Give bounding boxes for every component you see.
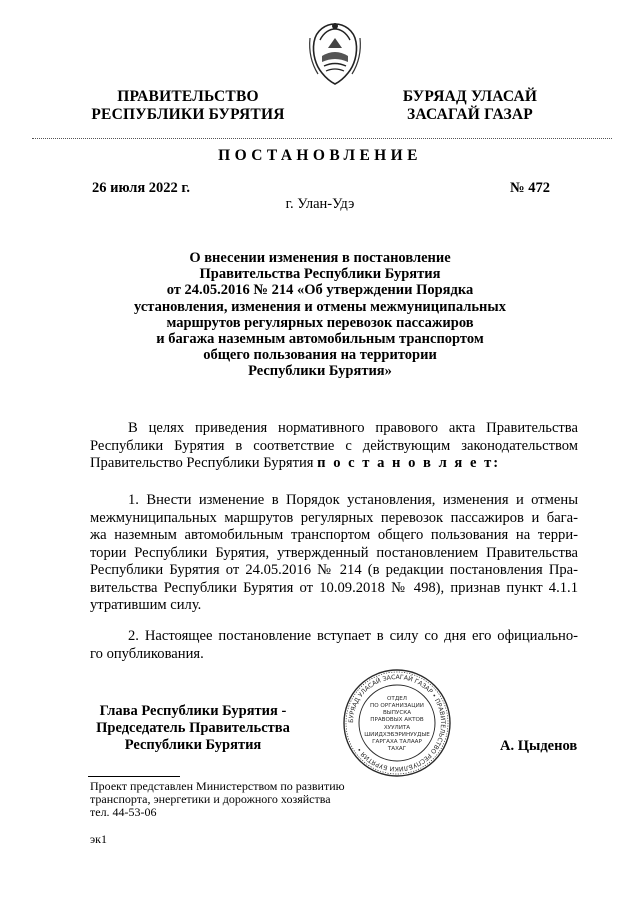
- paragraph-line: жа наземным автомобильным транспортом общего пользования на терри-: [90, 527, 578, 543]
- title-line: Правительства Республики Бурятия: [199, 266, 441, 283]
- seal-center-line: ШИИДХЭБЭРИНУУДЫЕ: [364, 732, 430, 738]
- paragraph-line: утратившим силу.: [90, 597, 202, 613]
- preamble-tail: Правительство Республики Бурятия: [90, 455, 314, 471]
- seal-center-line: ПО ОРГАНИЗАЦИИ: [370, 703, 424, 709]
- title-line: маршрутов регулярных перевозок пассажиров: [166, 314, 474, 331]
- paragraph-line: межмуниципальных маршрутов регулярных перевозок пассажиров и бага-: [90, 509, 578, 526]
- paragraph-line: 1. Внести изменение в Порядок установления, изменения и отмены: [128, 492, 578, 508]
- coat-of-arms-emblem-icon: [304, 18, 366, 86]
- seal-center-line: ТАХАГ: [387, 746, 407, 752]
- document-type: ПОСТАНОВЛЕНИЕ: [218, 147, 422, 164]
- official-seal-stamp: [341, 667, 453, 779]
- footnote-line: тел. 44-53-06: [90, 805, 157, 820]
- org-left-line: РЕСПУБЛИКИ БУРЯТИЯ: [91, 106, 285, 123]
- position-line: Республики Бурятия: [124, 737, 262, 753]
- signatory-name: А. Цыденов: [500, 738, 578, 754]
- document-number: № 472: [510, 180, 550, 196]
- document-city: г. Улан-Удэ: [285, 196, 355, 212]
- footnote-divider: [88, 776, 180, 777]
- position-line: Председатель Правительства: [96, 720, 290, 736]
- author-initials: эк1: [90, 832, 107, 846]
- organization-name-buryat: [395, 88, 545, 124]
- header-divider: [32, 138, 612, 139]
- paragraph-line: 2. Настоящее постановление вступает в силу со дня его официально-: [128, 628, 578, 644]
- title-line: Республики Бурятия»: [248, 363, 392, 380]
- org-right-line: ЗАСАГАЙ ГАЗАР: [407, 106, 533, 123]
- seal-center-line: ОТДЕЛ: [387, 696, 407, 702]
- paragraph-line: тории Республики Бурятия, утвержденный постановлением Правительства: [90, 544, 578, 561]
- paragraph-line: вительства Республики Бурятия от 10.09.2018 № 498), признав пункт 4.1.1: [90, 579, 578, 596]
- seal-center-line: ПРАВОВЫХ АКТОВ: [370, 717, 424, 723]
- title-line: общего пользования на территории: [203, 347, 437, 364]
- preamble-paragraph: [90, 420, 578, 473]
- title-line: О внесении изменения в постановление: [189, 250, 451, 266]
- title-line: установления, изменения и отмены межмуниципальных: [134, 298, 506, 315]
- footnote-line: Проект представлен Министерством по развитию: [90, 779, 345, 793]
- paragraph-line: Республики Бурятия в соответствие с действующим законодательством: [90, 437, 578, 454]
- clause-1-paragraph: [90, 492, 578, 615]
- org-right-line: БУРЯАД УЛАСАЙ: [402, 88, 538, 105]
- document-title: [120, 250, 520, 380]
- seal-outer-ring: [344, 670, 450, 776]
- paragraph-line: го опубликования.: [90, 645, 204, 662]
- title-line: от 24.05.2016 № 214 «Об утверждении Порядка: [166, 282, 474, 299]
- signatory-position: [88, 703, 298, 754]
- paragraph-line: Республики Бурятия от 24.05.2016 № 214 (в редакции постановления Пра-: [90, 562, 578, 578]
- title-line: и багажа наземным автомобильным транспортом: [156, 331, 484, 348]
- document-date: 26 июля 2022 г.: [92, 180, 191, 196]
- footnote: [90, 780, 345, 820]
- org-left-line: ПРАВИТЕЛЬСТВО: [117, 88, 259, 105]
- paragraph-line: [90, 455, 578, 473]
- footnote-line: транспорта, энергетики и дорожного хозяйства: [90, 792, 331, 807]
- decree-keyword: п о с т а н о в л я е т:: [317, 455, 501, 471]
- paragraph-line: В целях приведения нормативного правового акта Правительства: [128, 420, 578, 436]
- position-line: Глава Республики Бурятия -: [99, 703, 287, 719]
- seal-ring-text: БУРЯАД УЛАСАЙ ЗАСАГАЙ ГАЗАР • ПРАВИТЕЛЬСТВО РЕСПУБЛИКИ БУРЯТИЯ •: [347, 673, 447, 773]
- organization-name-russian: [88, 88, 288, 124]
- seal-center-line: ВЫПУСКА: [382, 710, 412, 716]
- seal-center-line: ГАРГАХА ТАЛААР: [372, 739, 422, 745]
- seal-center-line: ХУУЛИТА: [383, 725, 411, 731]
- clause-2-paragraph: [90, 628, 578, 663]
